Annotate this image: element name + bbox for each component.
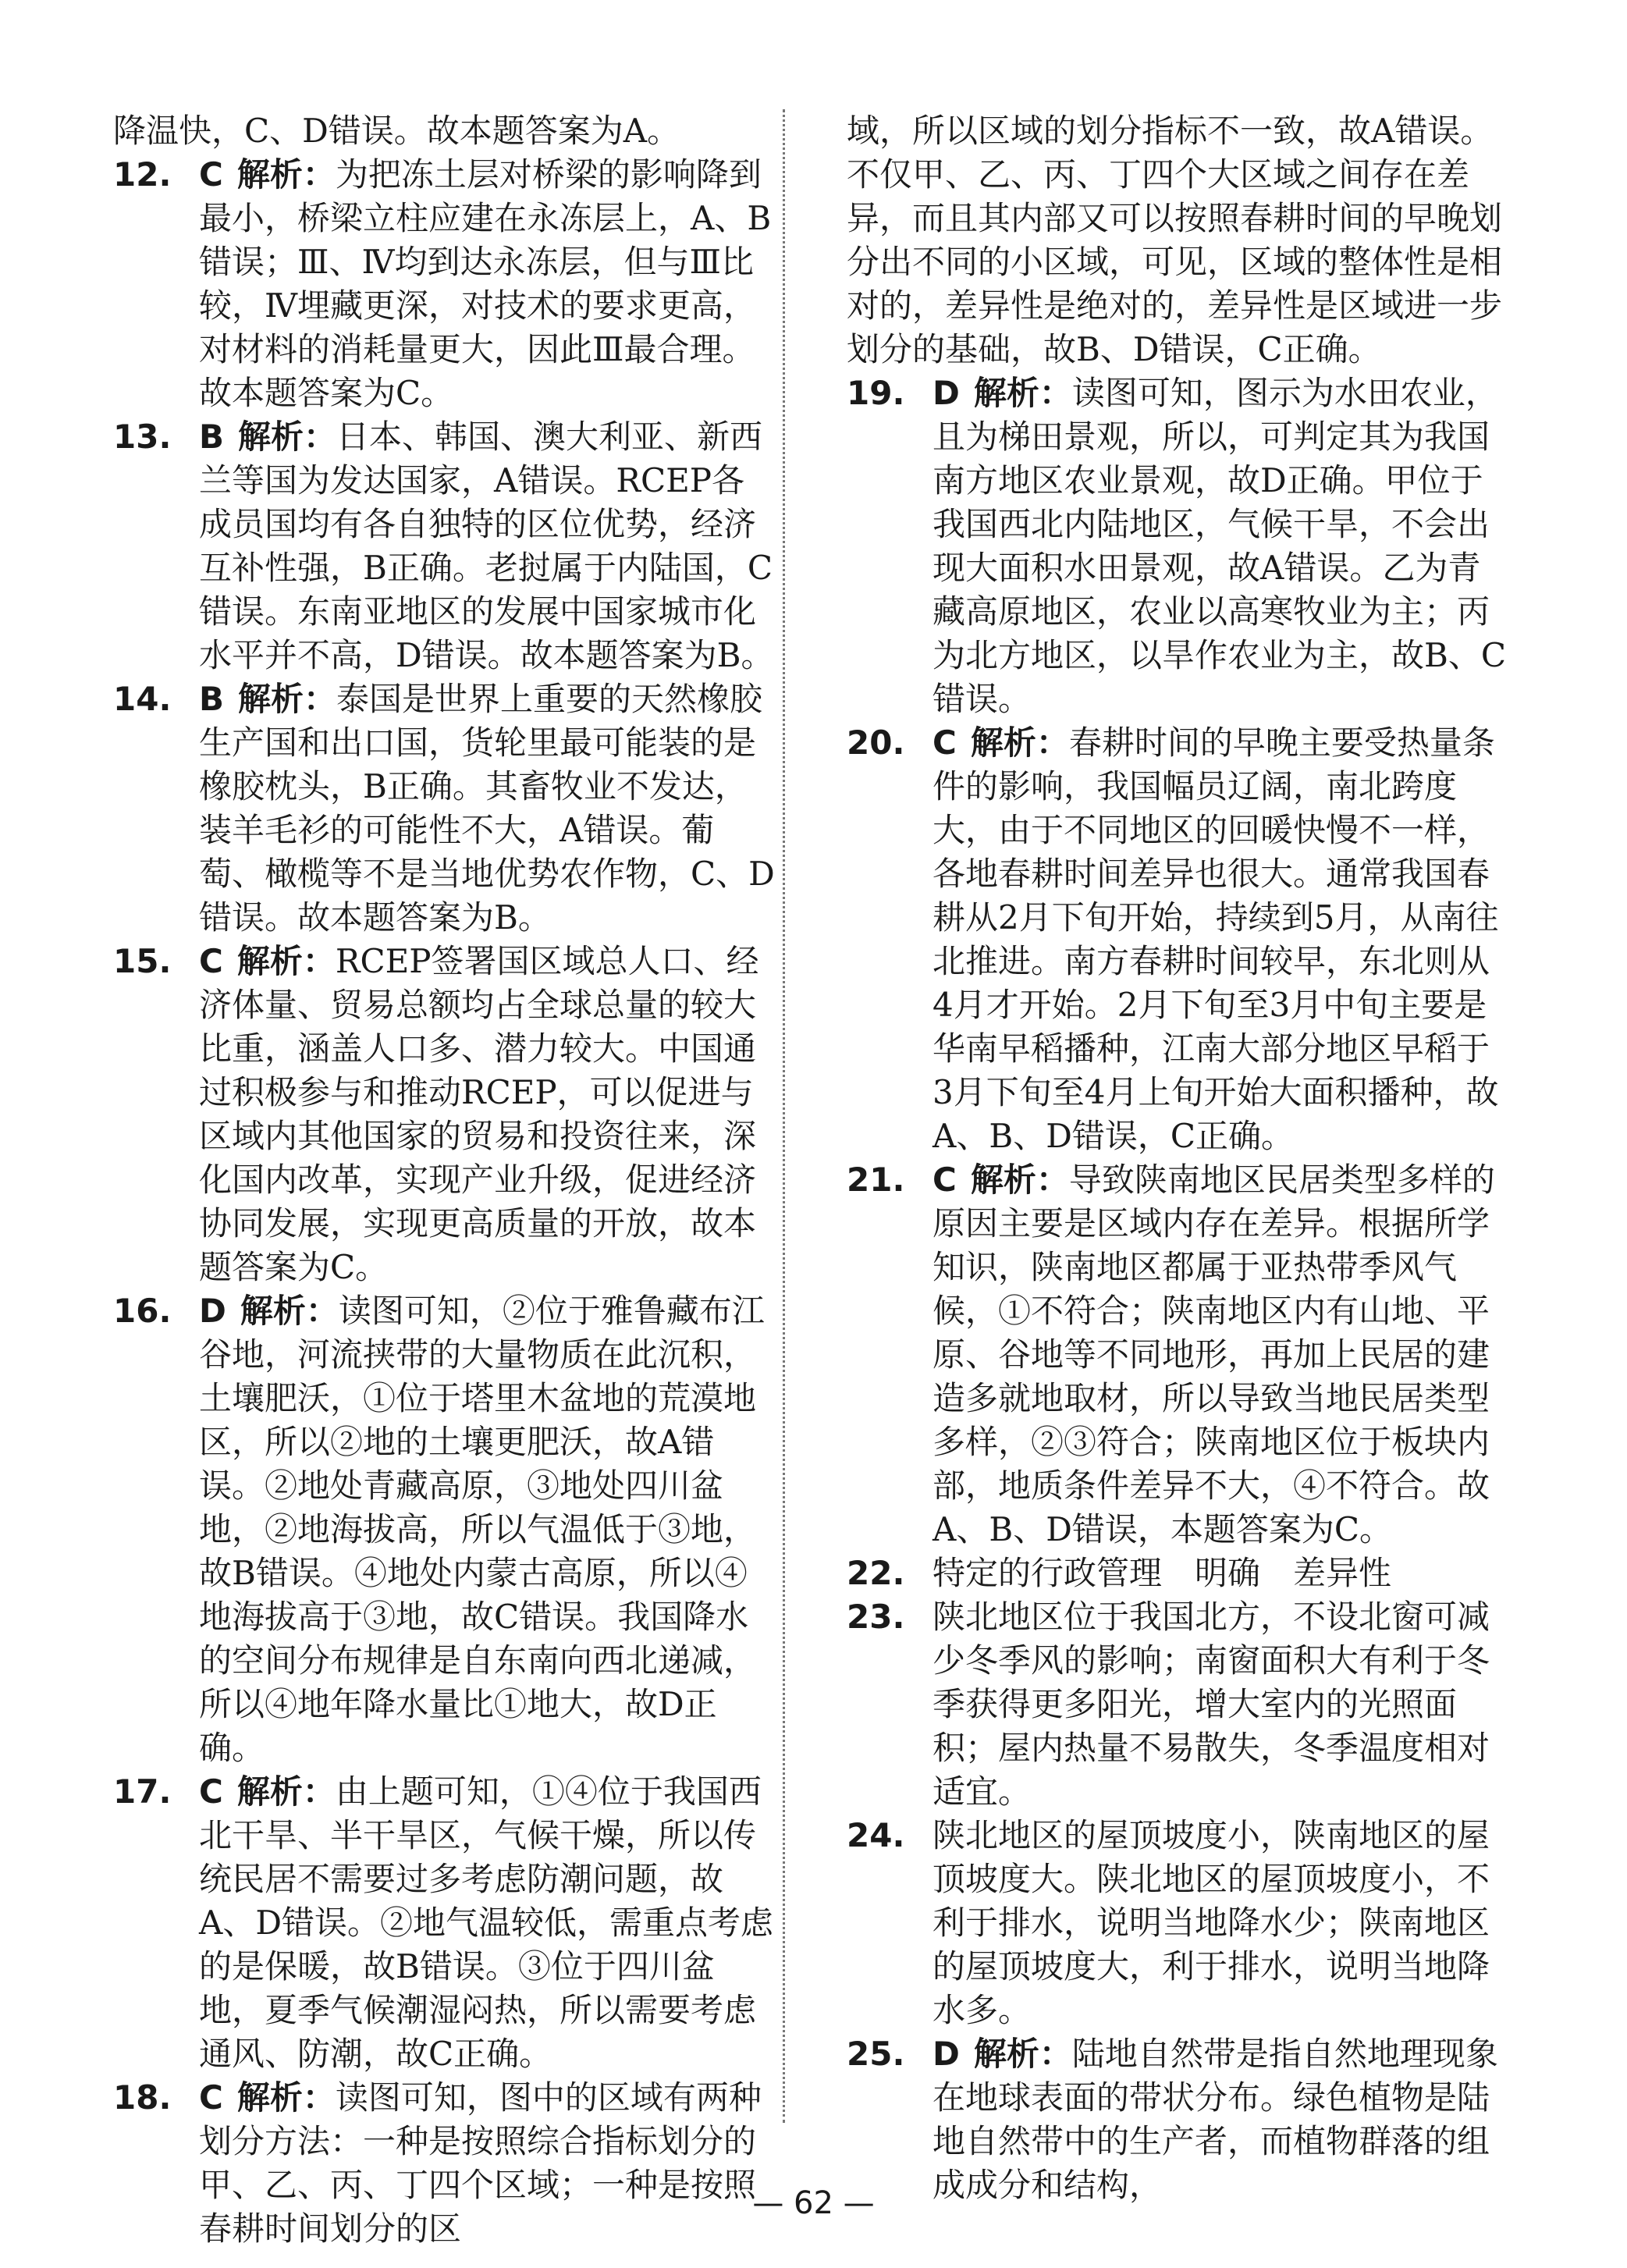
answer-item-17 xyxy=(113,1770,776,2076)
answer-item-24 xyxy=(847,1814,1510,2032)
left-continuation: 降温快，C、D错误。故本题答案为A。 xyxy=(113,112,680,150)
item-number: 24. xyxy=(847,1816,905,1854)
item-answer: D xyxy=(199,1292,226,1330)
answer-item-22 xyxy=(847,1552,1510,1595)
item-answer: C xyxy=(199,1772,223,1811)
item-answer: C xyxy=(199,2078,223,2117)
item-answer: D xyxy=(933,2035,960,2073)
item-text: 春耕时间的早晚主要受热量条件的影响，我国幅员辽阔，南北跨度大，由于不同地区的回暖快慢不一样，各地春耕时间差异也很大。通常我国春耕从2月下旬开始，持续到5月，从南往北推进。南方春耕时间较早，东北则从4月才开始。2月下旬至3月中旬主要是华南早稻播种，江南大部分地区早稻于3月下旬至4月上旬开始大面积播种，故A、B、D错误，C正确。 xyxy=(933,723,1499,1155)
answer-item-23 xyxy=(847,1595,1510,1814)
item-answer: D xyxy=(933,374,960,412)
right-continuation: 域，所以区域的划分指标不一致，故A错误。不仅甲、乙、丙、丁四个大区域之间存在差异，而且其内部又可以按照春耕时间的早晚划分出不同的小区域，可见，区域的整体性是相对的，差异性是绝对的，差异性是区域进一步划分的基础，故B、D错误，C正确。 xyxy=(847,112,1503,368)
item-answer: C xyxy=(199,942,223,980)
page-number: — 62 — xyxy=(752,2185,875,2221)
answer-item-12 xyxy=(113,153,776,415)
item-number: 17. xyxy=(113,1772,172,1811)
answer-item-15 xyxy=(113,940,776,1289)
answer-item-20 xyxy=(847,721,1510,1158)
item-answer: C xyxy=(199,155,223,194)
item-label: 解析： xyxy=(973,374,1072,412)
item-number: 21. xyxy=(847,1161,905,1199)
left-column xyxy=(113,109,776,2251)
item-text: 日本、韩国、澳大利亚、新西兰等国为发达国家，A错误。RCEP各成员国均有各自独特的区位优势，经济互补性强，B正确。老挝属于内陆国，C错误。东南亚地区的发展中国家城市化水平并不高，D错误。故本题答案为B。 xyxy=(199,418,774,674)
answer-item-25 xyxy=(847,2032,1510,2207)
item-number: 16. xyxy=(113,1292,172,1330)
item-text: 特定的行政管理 明确 差异性 xyxy=(933,1554,1392,1592)
item-text: 读图可知，图中的区域有两种划分方法：一种是按照综合指标划分的甲、乙、丙、丁四个区域；一种是按照春耕时间划分的区 xyxy=(199,2078,762,2248)
item-text: 陕北地区位于我国北方，不设北窗可减少冬季风的影响；南窗面积大有利于冬季获得更多阳光，增大室内的光照面积；屋内热量不易散失，冬季温度相对适宜。 xyxy=(933,1598,1490,1811)
item-label: 解析： xyxy=(970,723,1069,762)
item-text: 读图可知，图示为水田农业，且为梯田景观，所以，可判定其为我国南方地区农业景观，故D正确。甲位于我国西北内陆地区，气候干旱，不会出现大面积水田景观，故A错误。乙为青藏高原地区，农业以高寒牧业为主；丙为北方地区，以旱作农业为主，故B、C错误。 xyxy=(933,374,1507,718)
item-answer: C xyxy=(933,723,957,762)
item-number: 23. xyxy=(847,1598,905,1636)
item-text: 泰国是世界上重要的天然橡胶生产国和出口国，货轮里最可能装的是橡胶枕头，B正确。其畜牧业不发达，装羊毛衫的可能性不大，A错误。葡萄、橄榄等不是当地优势农作物，C、D错误。故本题答案为B。 xyxy=(199,680,775,937)
item-number: 18. xyxy=(113,2078,172,2117)
item-label: 解析： xyxy=(236,1772,336,1811)
item-text: 读图可知，②位于雅鲁藏布江谷地，河流挟带的大量物质在此沉积，土壤肥沃，①位于塔里木盆地的荒漠地区，所以②地的土壤更肥沃，故A错误。②地处青藏高原，③地处四川盆地，②地海拔高，所以气温低于③地，故B错误。④地处内蒙古高原，所以④地海拔高于③地，故C错误。我国降水的空间分布规律是自东南向西北递减，所以④地年降水量比①地大，故D正确。 xyxy=(199,1292,765,1767)
item-number: 15. xyxy=(113,942,172,980)
item-text: 陕北地区的屋顶坡度小，陕南地区的屋顶坡度大。陕北地区的屋顶坡度小，不利于排水，说明当地降水少；陕南地区的屋顶坡度大，利于排水，说明当地降水多。 xyxy=(933,1816,1490,2029)
item-text: 由上题可知，①④位于我国西北干旱、半干旱区，气候干燥，所以传统民居不需要过多考虑防潮问题，故A、D错误。②地气温较低，需重点考虑的是保暖，故B错误。③位于四川盆地，夏季气候潮湿闷热，所以需要考虑通风、防潮，故C正确。 xyxy=(199,1772,774,2073)
item-number: 14. xyxy=(113,680,172,718)
column-divider xyxy=(783,109,785,2123)
answer-item-13 xyxy=(113,415,776,677)
item-label: 解析： xyxy=(970,1161,1069,1199)
item-label: 解析： xyxy=(238,418,337,456)
item-number: 19. xyxy=(847,374,905,412)
answer-item-19 xyxy=(847,371,1510,721)
item-number: 22. xyxy=(847,1554,905,1592)
item-label: 解析： xyxy=(236,155,336,194)
item-number: 13. xyxy=(113,418,172,456)
item-label: 解析： xyxy=(236,942,336,980)
item-text: 陆地自然带是指自然地理现象在地球表面的带状分布。绿色植物是陆地自然带中的生产者，而植物群落的组成成分和结构， xyxy=(933,2035,1498,2204)
item-number: 20. xyxy=(847,723,905,762)
item-text: 为把冻土层对桥梁的影响降到最小，桥梁立柱应建在永冻层上，A、B错误；Ⅲ、Ⅳ均到达永冻层，但与Ⅲ比较，Ⅳ埋藏更深，对技术的要求更高，对材料的消耗量更大，因此Ⅲ最合理。故本题答案为C。 xyxy=(199,155,772,412)
item-label: 解析： xyxy=(238,680,337,718)
item-label: 解析： xyxy=(240,1292,339,1330)
item-number: 25. xyxy=(847,2035,905,2073)
item-answer: B xyxy=(199,680,225,718)
answer-item-14 xyxy=(113,677,776,940)
item-answer: C xyxy=(933,1161,957,1199)
item-text: RCEP签署国区域总人口、经济体量、贸易总额均占全球总量的较大比重，涵盖人口多、潜力较大。中国通过积极参与和推动RCEP，可以促进与区域内其他国家的贸易和投资往来，深化国内改革，实现产业升级，促进经济协同发展，实现更高质量的开放，故本题答案为C。 xyxy=(199,942,759,1286)
answer-item-21 xyxy=(847,1158,1510,1552)
answer-item-16 xyxy=(113,1289,776,1770)
item-text: 导致陕南地区民居类型多样的原因主要是区域内存在差异。根据所学知识，陕南地区都属于亚热带季风气候，①不符合；陕南地区内有山地、平原、谷地等不同地形，再加上民居的建造多就地取材，所以导致当地民居类型多样，②③符合；陕南地区位于板块内部，地质条件差异不大，④不符合。故A、B、D错误，本题答案为C。 xyxy=(933,1161,1495,1548)
answer-item-18 xyxy=(113,2076,776,2251)
item-number: 12. xyxy=(113,155,172,194)
item-label: 解析： xyxy=(236,2078,336,2117)
right-column xyxy=(847,109,1510,2207)
item-label: 解析： xyxy=(973,2035,1072,2073)
item-answer: B xyxy=(199,418,225,456)
